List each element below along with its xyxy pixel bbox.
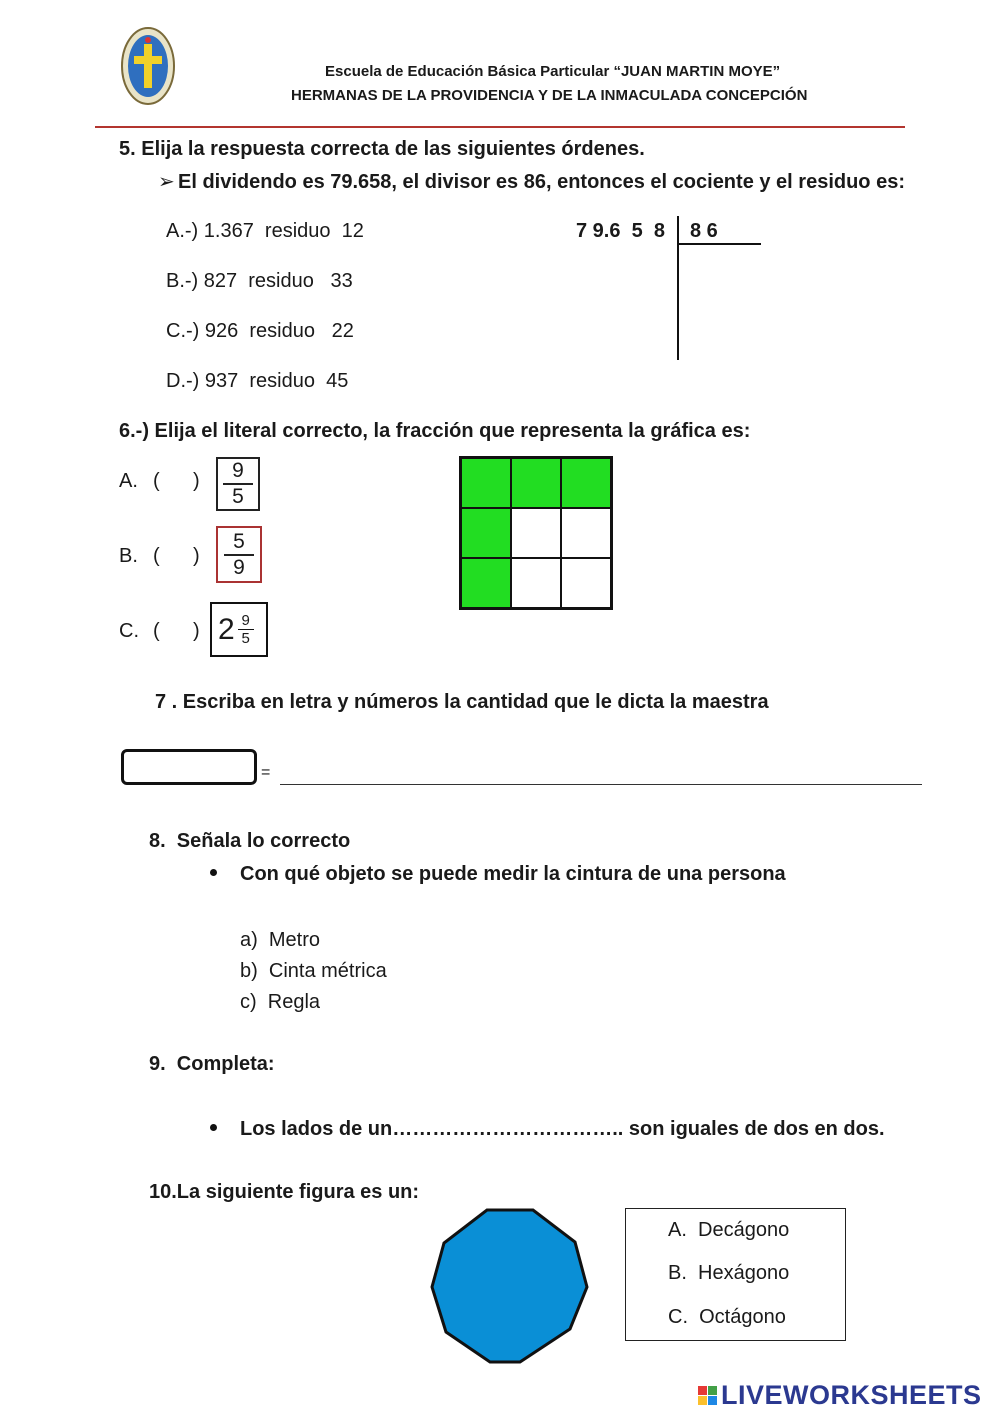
division-dividend: 7 9.6 5 8 <box>576 220 665 242</box>
q9-sentence: Los lados de un…………………………….. son iguales de dos en dos. <box>240 1118 885 1140</box>
q5-title: 5. Elija la respuesta correcta de las siguientes órdenes. <box>119 138 645 160</box>
q7-equals-sign: = <box>261 764 271 781</box>
q6-option-b-label: B. <box>119 545 138 567</box>
grid-cell-empty <box>511 508 561 558</box>
q6-option-a-checkbox[interactable]: ( ) <box>153 470 200 492</box>
q10-option-b[interactable]: B. Hexágono <box>668 1262 790 1284</box>
q10-option-c[interactable]: C. Octágono <box>668 1306 786 1328</box>
liveworksheets-brand: LIVEWORKSHEETS <box>721 1380 982 1410</box>
q6-option-c-mixed-number: 2 9 5 <box>210 602 268 657</box>
q5-option-b[interactable]: B.-) 827 residuo 33 <box>166 270 353 292</box>
q5-statement: El dividendo es 79.658, el divisor es 86, entonces el cociente y el residuo es: <box>178 171 905 193</box>
q5-option-c[interactable]: C.-) 926 residuo 22 <box>166 320 354 342</box>
grid-cell-empty <box>561 508 611 558</box>
header-divider <box>95 126 905 128</box>
q6-option-c-label: C. <box>119 620 139 642</box>
grid-cell-shaded <box>461 558 511 608</box>
q6-option-b-fraction: 5 9 <box>216 526 262 583</box>
division-divisor: 8 6 <box>690 220 718 242</box>
q6-option-b-checkbox[interactable]: ( ) <box>153 545 200 567</box>
grid-cell-shaded <box>561 458 611 508</box>
grid-cell-empty <box>561 558 611 608</box>
school-logo <box>120 26 176 106</box>
q10-option-a[interactable]: A. Decágono <box>668 1219 790 1241</box>
division-bracket-vertical <box>677 216 679 360</box>
school-name: Escuela de Educación Básica Particular “JUAN MARTIN MOYE” <box>325 63 781 80</box>
q6-option-c-checkbox[interactable]: ( ) <box>153 620 200 642</box>
q9-title: 9. Completa: <box>149 1053 275 1075</box>
q10-title: 10.La siguiente figura es un: <box>149 1181 420 1203</box>
liveworksheets-logo-icon <box>698 1386 717 1405</box>
q8-option-b[interactable]: b) Cinta métrica <box>240 960 387 982</box>
q7-words-answer-line[interactable] <box>280 784 922 785</box>
q5-option-a[interactable]: A.-) 1.367 residuo 12 <box>166 220 364 242</box>
division-bracket-horizontal <box>677 243 761 245</box>
q6-option-a-fraction: 9 5 <box>216 457 260 511</box>
q8-option-c[interactable]: c) Regla <box>240 991 321 1013</box>
fraction-grid <box>459 456 613 610</box>
q8-title: 8. Señala lo correcto <box>149 830 351 852</box>
grid-cell-shaded <box>461 458 511 508</box>
q6-title: 6.-) Elija el literal correcto, la fracción que representa la gráfica es: <box>119 420 751 442</box>
congregation-name: HERMANAS DE LA PROVIDENCIA Y DE LA INMACULADA CONCEPCIÓN <box>291 87 808 104</box>
q8-bullet-icon <box>210 869 217 876</box>
q6-option-a-label: A. <box>119 470 138 492</box>
grid-cell-shaded <box>511 458 561 508</box>
q5-option-d[interactable]: D.-) 937 residuo 45 <box>166 370 349 392</box>
q8-option-a[interactable]: a) Metro <box>240 929 321 951</box>
q9-bullet-icon <box>210 1124 217 1131</box>
octagon-figure <box>430 1207 590 1365</box>
liveworksheets-logo <box>698 1380 982 1411</box>
q5-statement-arrow-icon: ➢ <box>158 171 175 193</box>
q7-number-answer-box[interactable] <box>121 749 257 785</box>
grid-cell-shaded <box>461 508 511 558</box>
grid-cell-empty <box>511 558 561 608</box>
q8-question: Con qué objeto se puede medir la cintura de una persona <box>240 863 786 885</box>
q7-title: 7 . Escriba en letra y números la cantidad que le dicta la maestra <box>155 691 769 713</box>
